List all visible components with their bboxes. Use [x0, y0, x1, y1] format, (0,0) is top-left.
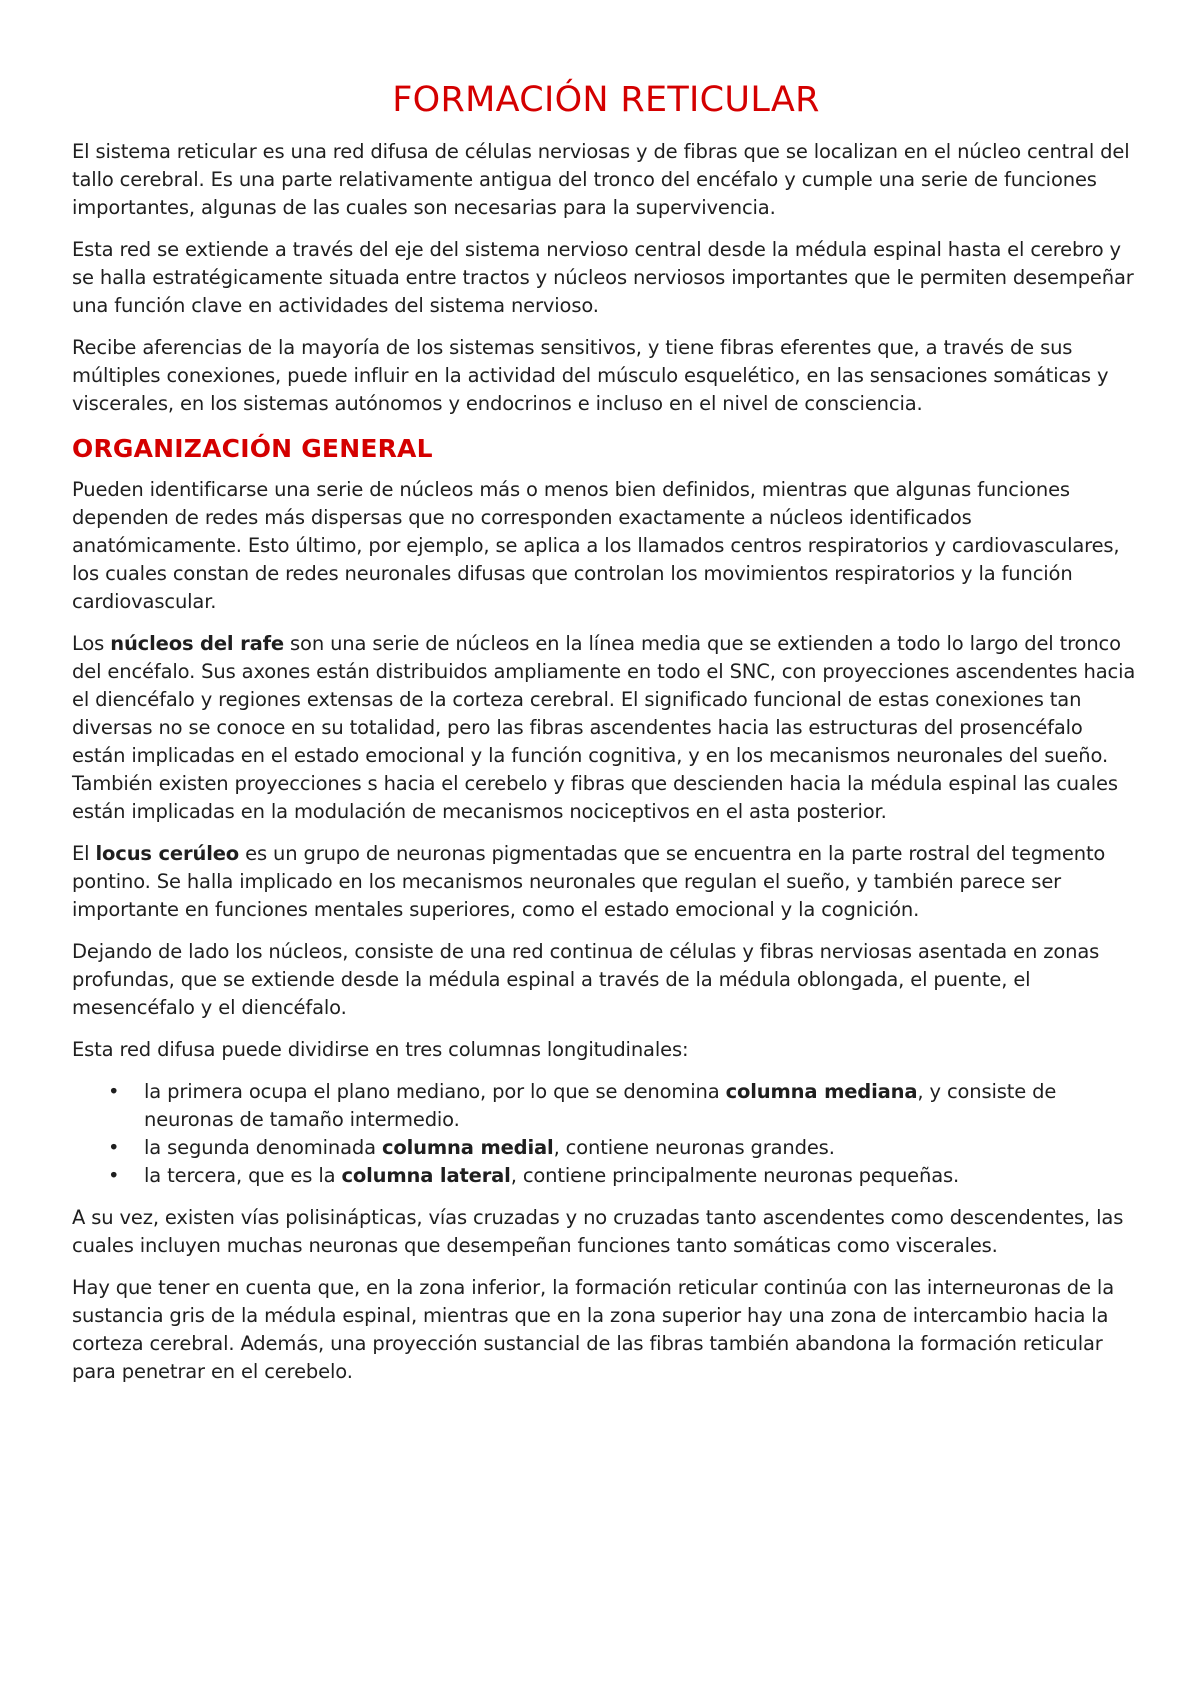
locus-paragraph: [72, 840, 1140, 924]
locus-term: locus cerúleo: [95, 842, 240, 865]
rafe-paragraph: [72, 630, 1140, 826]
bullet-icon: •: [108, 1164, 120, 1187]
intro-paragraph-2: Esta red se extiende a través del eje del sistema nervioso central desde la médula espinal hasta el cerebro y se halla estratégicamente situada entre tractos y núcleos nerviosos importantes que le permiten desempeñar una función clave en actividades del sistema nervioso.: [72, 238, 1134, 317]
rafe-pre: Los: [72, 632, 111, 655]
bullet-icon: •: [108, 1080, 120, 1103]
list-item-pre: la segunda denominada: [144, 1136, 382, 1159]
section-paragraph-1: Pueden identificarse una serie de núcleos más o menos bien definidos, mientras que algunas funciones dependen de redes más dispersas que no corresponden exactamente a núcleos identificados anatómicamente. Esto último, por ejemplo, se aplica a los llamados centros respiratorios y cardiovasculares, los cuales constan de redes neuronales difusas que controlan los movimientos respiratorios y la función cardiovascular.: [72, 478, 1120, 613]
list-item: [72, 1162, 1140, 1190]
list-item: [72, 1078, 1140, 1134]
section-paragraph-7: Hay que tener en cuenta que, en la zona inferior, la formación reticular continúa con las interneuronas de la sustancia gris de la médula espinal, mientras que en la zona superior hay una zona de intercambio hacia la corteza cerebral. Además, una proyección sustancial de las fibras también abandona la formación reticular para penetrar en el cerebelo.: [72, 1276, 1115, 1383]
intro-paragraph-3: Recibe aferencias de la mayoría de los sistemas sensitivos, y tiene fibras eferentes que, a través de sus múltiples conexiones, puede influir en la actividad del músculo esquelético, en las sensaciones somáticas y viscerales, en los sistemas autónomos y endocrinos e incluso en el nivel de consciencia.: [72, 336, 1109, 415]
list-item-pre: la tercera, que es la: [144, 1164, 342, 1187]
list-item-pre: la primera ocupa el plano mediano, por lo que se denomina: [144, 1080, 726, 1103]
list-item-term: columna lateral: [341, 1164, 511, 1187]
list-item-post: , y consiste de neuronas de tamaño intermedio.: [144, 1080, 1057, 1131]
columns-list: [72, 1078, 1140, 1190]
list-item: [72, 1134, 1140, 1162]
locus-pre: El: [72, 842, 96, 865]
section-heading: ORGANIZACIÓN GENERAL: [72, 434, 433, 463]
list-item-post: , contiene neuronas grandes.: [553, 1136, 835, 1159]
rafe-post: son una serie de núcleos en la línea media que se extienden a todo lo largo del tronco del encéfalo. Sus axones están distribuidos ampliamente en todo el SNC, con proyecciones ascendentes hacia el diencéfalo y regiones extensas de la corteza cerebral. El significado funcional de estas conexiones tan diversas no se conoce en su totalidad, pero las fibras ascendentes hacia las estructuras del prosencéfalo están implicadas en el estado emocional y la función cognitiva, y en los mecanismos neuronales del sueño. También existen proyecciones s hacia el cerebelo y fibras que descienden hacia la médula espinal las cuales están implicadas en la modulación de mecanismos nociceptivos en el asta posterior.: [72, 632, 1136, 823]
rafe-term: núcleos del rafe: [110, 632, 284, 655]
section-paragraph-4: Dejando de lado los núcleos, consiste de una red continua de células y fibras nerviosas asentada en zonas profundas, que se extiende desde la médula espinal a través de la médula oblongada, el puente, el mesencéfalo y el diencéfalo.: [72, 940, 1100, 1019]
list-item-term: columna mediana: [725, 1080, 918, 1103]
locus-post: es un grupo de neuronas pigmentadas que se encuentra en la parte rostral del tegmento pontino. Se halla implicado en los mecanismos neuronales que regulan el sueño, y también parece ser importante en funciones mentales superiores, como el estado emocional y la cognición.: [72, 842, 1106, 921]
intro-paragraph-1: El sistema reticular es una red difusa de células nerviosas y de fibras que se localizan en el núcleo central del tallo cerebral. Es una parte relativamente antigua del tronco del encéfalo y cumple una serie de funciones importantes, algunas de las cuales son necesarias para la supervivencia.: [72, 140, 1130, 219]
list-item-term: columna medial: [381, 1136, 554, 1159]
document-title: FORMACIÓN RETICULAR: [392, 80, 820, 120]
list-item-post: , contiene principalmente neuronas pequeñas.: [510, 1164, 960, 1187]
section-paragraph-5: Esta red difusa puede dividirse en tres columnas longitudinales:: [72, 1038, 689, 1061]
section-paragraph-6: A su vez, existen vías polisinápticas, vías cruzadas y no cruzadas tanto ascendentes como descendentes, las cuales incluyen muchas neuronas que desempeñan funciones tanto somáticas como viscerales.: [72, 1206, 1124, 1257]
bullet-icon: •: [108, 1136, 120, 1159]
